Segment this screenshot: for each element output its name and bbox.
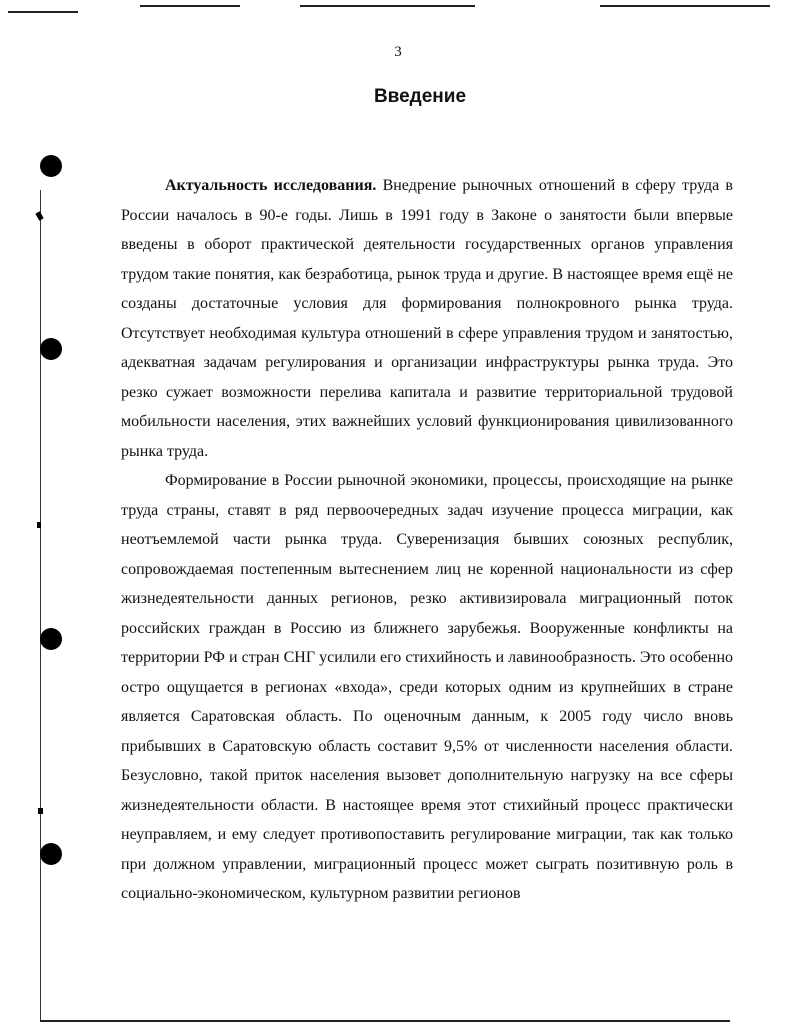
scan-top-line-3 bbox=[300, 5, 475, 7]
scan-speck-2 bbox=[37, 522, 41, 528]
paragraph-lead: Актуальность исследования. bbox=[165, 177, 377, 194]
scan-left-edge bbox=[40, 190, 41, 1022]
punch-hole-3 bbox=[40, 628, 62, 650]
scan-speck-3 bbox=[38, 808, 43, 814]
punch-hole-2 bbox=[40, 338, 62, 360]
punch-hole-1 bbox=[40, 155, 62, 177]
scan-top-line-4 bbox=[600, 5, 770, 7]
page-title: Введение bbox=[373, 86, 467, 107]
paragraph-migration bbox=[121, 466, 733, 909]
scan-top-line-1 bbox=[8, 11, 78, 13]
scan-bottom-edge bbox=[40, 1020, 730, 1022]
paragraph-text: Формирование в России рыночной экономики, процессы, происходящие на рынке труда страны, ставят в ряд первоочередных задач изучение процесса миграции, как неотъемлемой части рынка труда. Суверенизация бывших союзных республик, сопровождаемая постепенным вытеснением лиц не коренной национальности из сфер жизнедеятельности данных регионов, резко активизировала миграционный поток российских граждан в Россию из ближнего зарубежья. Вооруженные конфликты на территории РФ и стран СНГ усилили его стихийность и лавинообразность. Это особенно остро ощущается в регионах «входа», среди которых одним из крупнейших в стране является Саратовская область. По оценочным данным, к 2005 году число вновь прибывших в Саратовскую область составит 9,5% от численности населения области. Безусловно, такой приток населения вызовет дополнительную нагрузку на все сферы жизнедеятельности области. В настоящее время этот стихийный процесс практически неуправляем, и ему следует противопоставить регулирование миграции, так как только при должном управлении, миграционный процесс может сыграть позитивную роль в социально-экономическом, культурном развитии регионов bbox=[121, 472, 733, 902]
document-body bbox=[121, 171, 733, 909]
scan-top-line-2 bbox=[140, 5, 240, 7]
punch-hole-4 bbox=[40, 843, 62, 865]
scan-speck-1 bbox=[35, 211, 43, 220]
paragraph-relevance bbox=[121, 171, 733, 466]
page-number: 3 bbox=[394, 44, 402, 60]
paragraph-text: Внедрение рыночных отношений в сферу труда в России началось в 90-е годы. Лишь в 1991 году в Законе о занятости были впервые введены в оборот практической деятельности государственных органов управления трудом такие понятия, как безработица, рынок труда и другие. В настоящее время ещё не созданы достаточные условия для формирования полнокровного рынка труда. Отсутствует необходимая культура отношений в сфере управления трудом и занятостью, адекватная задачам регулирования и организации инфраструктуры рынка труда. Это резко сужает возможности перелива капитала и развитие территориальной трудовой мобильности населения, этих важнейших условий функционирования цивилизованного рынка труда. bbox=[121, 177, 733, 460]
